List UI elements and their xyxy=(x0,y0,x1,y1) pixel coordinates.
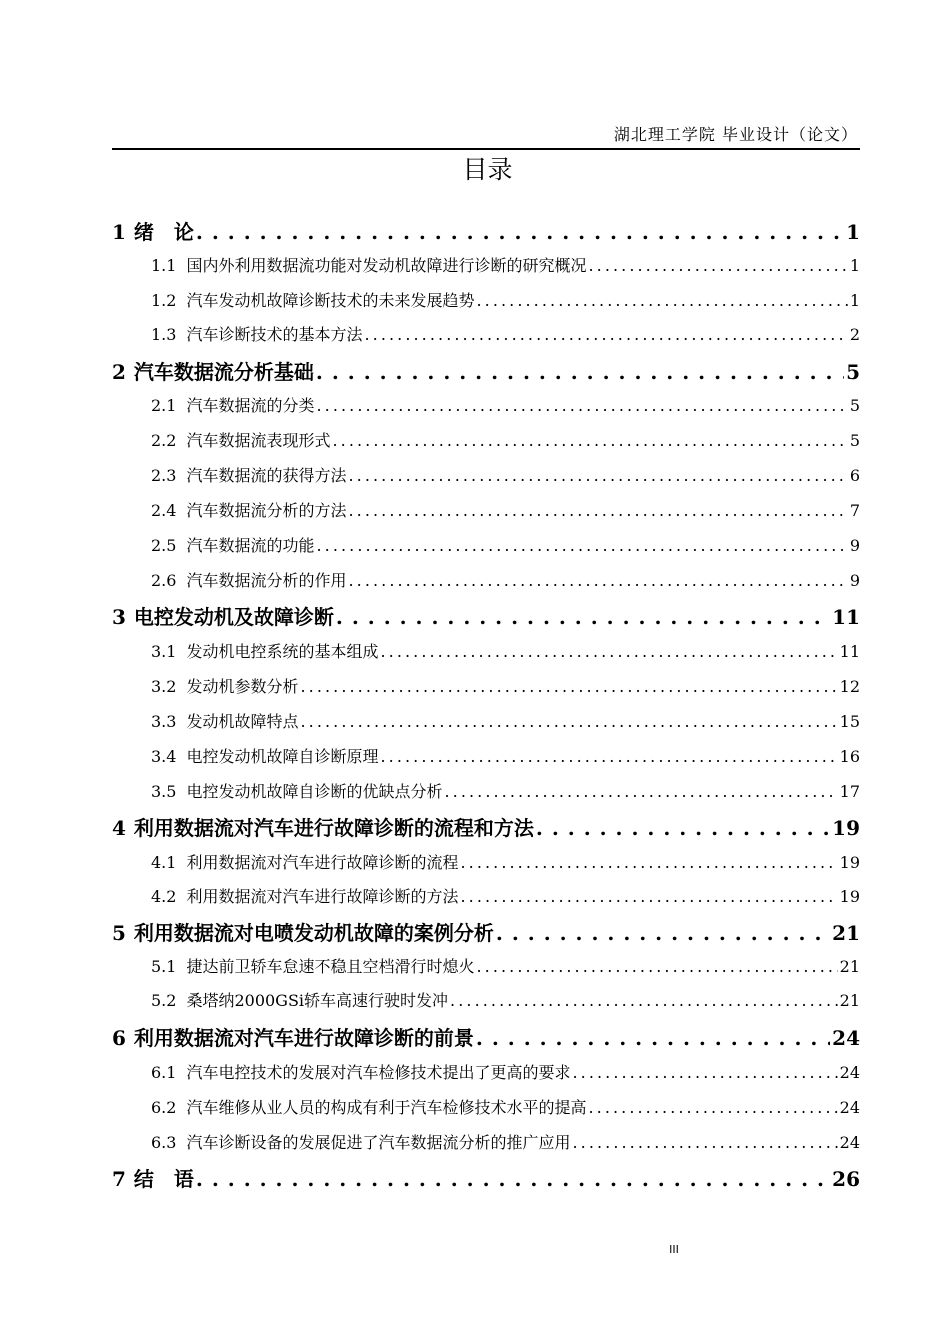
toc-section-entry xyxy=(112,674,860,700)
toc-entry-number: 6 xyxy=(112,1026,126,1050)
toc-dot-leader xyxy=(572,1060,837,1086)
toc-entry-number: 2.6 xyxy=(151,571,177,590)
toc-section-entry xyxy=(112,288,860,314)
toc-entry-page: 6 xyxy=(849,466,860,485)
toc-entry-page: 24 xyxy=(839,1098,860,1117)
toc-section-entry xyxy=(112,498,860,524)
toc-title: 目录 xyxy=(462,155,513,184)
toc-entry-page: 26 xyxy=(832,1167,860,1191)
toc-entry-page: 9 xyxy=(849,536,860,555)
toc-entry-number: 4.2 xyxy=(151,887,177,906)
toc-dot-leader xyxy=(380,639,837,665)
toc-section-entry xyxy=(112,954,860,980)
toc-entry-page: 19 xyxy=(839,853,860,872)
page-header: 湖北理工学院 毕业设计（论文） xyxy=(613,125,858,144)
toc-chapter-entry xyxy=(112,1164,860,1194)
toc-entry-number: 2.1 xyxy=(151,396,177,415)
toc-entry-number: 4 xyxy=(112,816,126,840)
toc-section-entry xyxy=(112,988,860,1014)
toc-entry-page: 17 xyxy=(839,782,860,801)
toc-entry-title: 汽车诊断设备的发展促进了汽车数据流分析的推广应用 xyxy=(186,1133,571,1152)
toc-chapter-entry xyxy=(112,602,860,632)
toc-section-entry xyxy=(112,253,860,279)
toc-dot-leader xyxy=(444,779,837,805)
toc-dot-leader xyxy=(348,498,847,524)
toc-entry-page: 19 xyxy=(839,887,860,906)
toc-entry-title: 捷达前卫轿车怠速不稳且空档滑行时熄火 xyxy=(186,957,475,976)
toc-entry-page: 2 xyxy=(849,325,860,344)
toc-chapter-entry xyxy=(112,1023,860,1053)
toc-entry-number: 3.4 xyxy=(151,747,177,766)
toc-entry-title: 利用数据流对电喷发动机故障的案例分析 xyxy=(133,921,494,945)
toc-entry-page: 21 xyxy=(839,991,860,1010)
toc-dot-leader xyxy=(316,357,844,387)
toc-entry-number: 3.3 xyxy=(151,712,177,731)
toc-section-entry xyxy=(112,568,860,594)
toc-chapter-entry xyxy=(112,217,860,247)
toc-chapter-entry xyxy=(112,357,860,387)
toc-entry-title: 电控发动机故障自诊断原理 xyxy=(186,747,379,766)
toc-entry-number: 3 xyxy=(112,605,126,629)
toc-entry-number: 2.4 xyxy=(151,501,177,520)
toc-entry-title: 利用数据流对汽车进行故障诊断的方法 xyxy=(186,887,459,906)
toc-dot-leader xyxy=(316,533,847,559)
toc-entry-number: 2.5 xyxy=(151,536,177,555)
toc-entry-page: 9 xyxy=(849,571,860,590)
toc-section-entry xyxy=(112,744,860,770)
toc-entry-page: 12 xyxy=(839,677,860,696)
toc-dot-leader xyxy=(572,1130,837,1156)
toc-entry-title: 汽车数据流分析的方法 xyxy=(186,501,347,520)
toc-entry-page: 21 xyxy=(839,957,860,976)
toc-entry-number: 1 xyxy=(112,220,126,244)
toc-dot-leader xyxy=(196,1164,830,1194)
toc-entry-page: 15 xyxy=(839,712,860,731)
toc-entry-number: 5 xyxy=(112,921,126,945)
toc-entry-title: 利用数据流对汽车进行故障诊断的前景 xyxy=(133,1026,474,1050)
toc-dot-leader xyxy=(380,744,837,770)
toc-entry-page: 1 xyxy=(849,256,860,275)
toc-section-entry xyxy=(112,533,860,559)
toc-entry-number: 5.2 xyxy=(151,991,177,1010)
toc-entry-page: 1 xyxy=(846,220,860,244)
toc-entry-page: 5 xyxy=(846,360,860,384)
toc-dot-leader xyxy=(348,463,847,489)
toc-entry-title: 汽车数据流的功能 xyxy=(186,536,315,555)
toc-entry-title: 发动机故障特点 xyxy=(186,712,299,731)
toc-section-entry xyxy=(112,779,860,805)
toc-entry-page: 24 xyxy=(839,1133,860,1152)
toc-entry-title: 汽车数据流分析的作用 xyxy=(186,571,347,590)
toc-entry-number: 3.1 xyxy=(151,642,177,661)
toc-section-entry xyxy=(112,709,860,735)
toc-entry-number: 6.2 xyxy=(151,1098,177,1117)
toc-entry-title: 发动机电控系统的基本组成 xyxy=(186,642,379,661)
toc-section-entry xyxy=(112,850,860,876)
toc-entry-title: 汽车数据流的获得方法 xyxy=(186,466,347,485)
toc-entry-page: 16 xyxy=(839,747,860,766)
toc-entry-number: 6.3 xyxy=(151,1133,177,1152)
page-number: III xyxy=(669,1243,679,1256)
toc-dot-leader xyxy=(196,217,844,247)
toc-entry-number: 3.5 xyxy=(151,782,177,801)
toc-entry-title: 汽车发动机故障诊断技术的未来发展趋势 xyxy=(186,291,475,310)
toc-section-entry xyxy=(112,639,860,665)
toc-entry-number: 1.1 xyxy=(151,256,177,275)
toc-section-entry xyxy=(112,463,860,489)
toc-section-entry xyxy=(112,1060,860,1086)
toc-dot-leader xyxy=(332,428,847,454)
toc-entry-title: 汽车诊断技术的基本方法 xyxy=(186,325,363,344)
toc-dot-leader xyxy=(496,918,830,948)
toc-entry-page: 11 xyxy=(832,605,860,629)
toc-section-entry xyxy=(112,393,860,419)
toc-dot-leader xyxy=(476,1023,830,1053)
toc-dot-leader xyxy=(300,709,837,735)
toc-dot-leader xyxy=(588,253,847,279)
toc-dot-leader xyxy=(460,850,837,876)
toc-entry-title: 国内外利用数据流功能对发动机故障进行诊断的研究概况 xyxy=(186,256,587,275)
toc-entry-number: 3.2 xyxy=(151,677,177,696)
toc-dot-leader xyxy=(460,884,837,910)
toc-entry-page: 11 xyxy=(839,642,860,661)
toc-entry-title: 汽车数据流的分类 xyxy=(186,396,315,415)
toc-entry-page: 19 xyxy=(832,816,860,840)
toc-entry-title: 利用数据流对汽车进行故障诊断的流程和方法 xyxy=(133,816,534,840)
toc-entry-page: 24 xyxy=(839,1063,860,1082)
toc-entry-title: 电控发动机故障自诊断的优缺点分析 xyxy=(186,782,443,801)
toc-dot-leader xyxy=(536,813,830,843)
toc-section-entry xyxy=(112,428,860,454)
toc-entry-title: 发动机参数分析 xyxy=(186,677,299,696)
toc-entry-number: 1.3 xyxy=(151,325,177,344)
toc-entry-number: 5.1 xyxy=(151,957,177,976)
toc-entry-page: 5 xyxy=(849,396,860,415)
toc-entry-number: 7 xyxy=(112,1167,126,1191)
toc-chapter-entry xyxy=(112,918,860,948)
toc-entry-title: 汽车维修从业人员的构成有利于汽车检修技术水平的提高 xyxy=(186,1098,587,1117)
toc-entry-title: 汽车数据流表现形式 xyxy=(186,431,331,450)
toc-dot-leader xyxy=(348,568,847,594)
toc-entry-page: 1 xyxy=(849,291,860,310)
toc-entry-number: 2 xyxy=(112,360,126,384)
toc-dot-leader xyxy=(476,288,847,314)
toc-dot-leader xyxy=(476,954,837,980)
toc-entry-title: 结 语 xyxy=(133,1167,194,1191)
toc-section-entry xyxy=(112,322,860,348)
toc-dot-leader xyxy=(300,674,837,700)
toc-entry-number: 1.2 xyxy=(151,291,177,310)
toc-section-entry xyxy=(112,1130,860,1156)
toc-entry-title: 汽车电控技术的发展对汽车检修技术提出了更高的要求 xyxy=(186,1063,571,1082)
toc-entry-page: 24 xyxy=(832,1026,860,1050)
toc-section-entry xyxy=(112,1095,860,1121)
toc-chapter-entry xyxy=(112,813,860,843)
toc-entry-number: 6.1 xyxy=(151,1063,177,1082)
toc-dot-leader xyxy=(588,1095,837,1121)
toc-entry-page: 21 xyxy=(832,921,860,945)
toc-entry-number: 2.2 xyxy=(151,431,177,450)
toc-entry-page: 7 xyxy=(849,501,860,520)
toc-entry-title: 利用数据流对汽车进行故障诊断的流程 xyxy=(186,853,459,872)
toc-dot-leader xyxy=(336,602,830,632)
toc-dot-leader xyxy=(450,988,838,1014)
toc-entry-title: 桑塔纳2000GSi轿车高速行驶时发冲 xyxy=(186,991,449,1010)
toc-dot-leader xyxy=(364,322,847,348)
toc-entry-number: 4.1 xyxy=(151,853,177,872)
toc-section-entry xyxy=(112,884,860,910)
toc-entry-page: 5 xyxy=(849,431,860,450)
toc-dot-leader xyxy=(316,393,847,419)
toc-entry-title: 电控发动机及故障诊断 xyxy=(133,605,334,629)
toc-entry-title: 汽车数据流分析基础 xyxy=(133,360,314,384)
toc-entry-title: 绪 论 xyxy=(133,220,194,244)
toc-entry-number: 2.3 xyxy=(151,466,177,485)
